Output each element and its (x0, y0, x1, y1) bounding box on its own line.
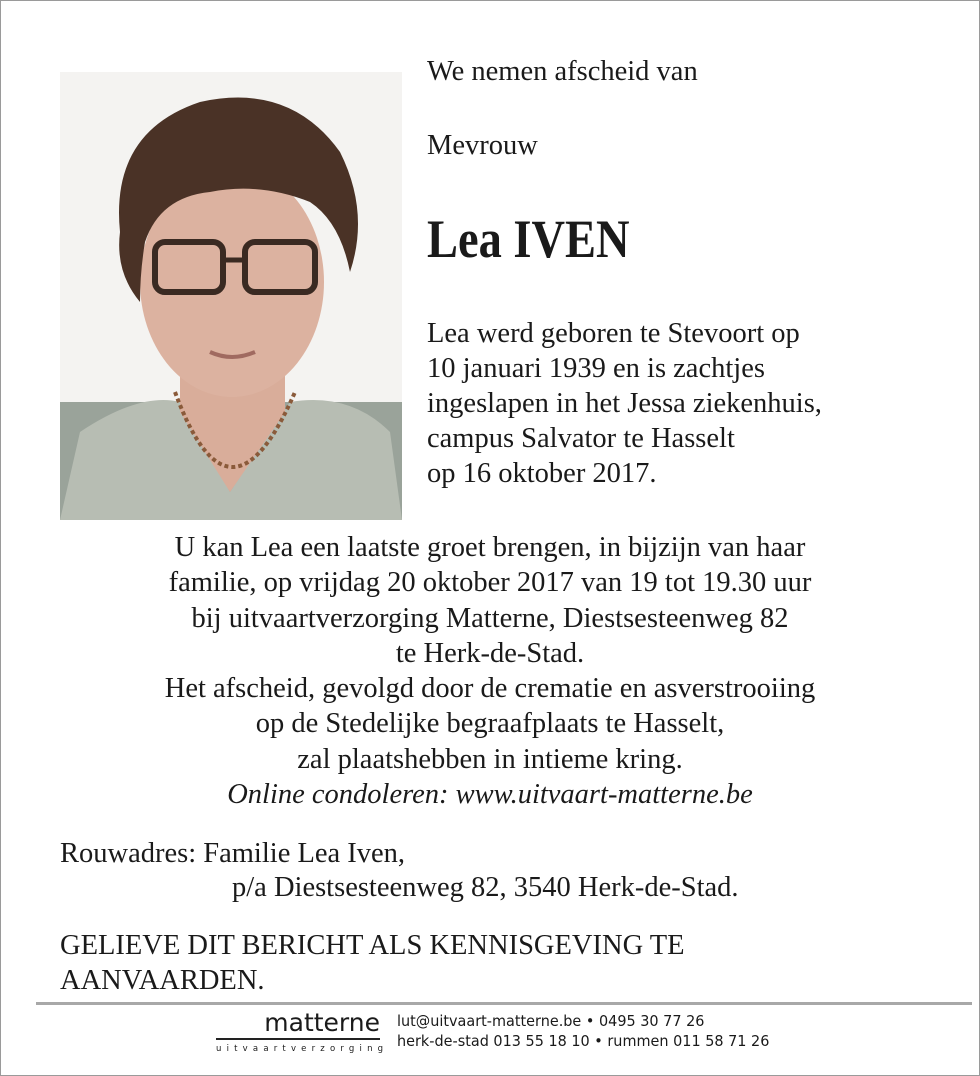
bio-line: ingeslapen in het Jessa ziekenhuis, (427, 388, 822, 419)
ceremony-details (0, 530, 980, 812)
bio-line: Lea werd geboren te Stevoort op (427, 318, 800, 349)
details-line: zal plaatshebben in intieme kring. (297, 743, 683, 775)
matterne-logo (216, 1008, 389, 1054)
details-line: Het afscheid, gevolgd door de crematie en asverstrooiing (164, 673, 816, 705)
details-line: U kan Lea een laatste groet brengen, in bijzijn van haar (174, 532, 806, 563)
intro-text: We nemen afscheid van (427, 56, 698, 87)
bio-line: campus Salvator te Hasselt (427, 423, 735, 454)
details-line: te Herk-de-Stad. (395, 637, 585, 669)
details-line: bij uitvaartverzorging Matterne, Diestsesteenweg 82 (191, 602, 789, 634)
logo-subtitle: uitvaartverzorging (216, 1044, 389, 1054)
contact-line: lut@uitvaart-matterne.be • 0495 30 77 26 (397, 1012, 705, 1030)
logo-underline (216, 1038, 380, 1040)
address-line-1: Rouwadres: Familie Lea Iven, (60, 838, 406, 869)
contact-line: herk-de-stad 013 55 18 10 • rummen 011 58 71 26 (397, 1032, 770, 1050)
bio-line: op 16 oktober 2017. (427, 458, 657, 489)
logo-name: matterne (264, 1008, 380, 1037)
deceased-name: Lea IVEN (427, 209, 630, 269)
footer-divider (36, 1002, 972, 1005)
notice-line: GELIEVE DIT BERICHT ALS KENNISGEVING TE (60, 930, 685, 961)
honorific: Mevrouw (427, 130, 538, 161)
portrait-photo (60, 72, 402, 520)
footer-contact (397, 1011, 769, 1051)
details-line: op de Stedelijke begraafplaats te Hasselt, (255, 708, 725, 740)
notice-line: AANVAARDEN. (60, 965, 265, 996)
details-line: familie, op vrijdag 20 oktober 2017 van 19 tot 19.30 uur (168, 567, 812, 599)
condolence-link[interactable]: Online condoleren: www.uitvaart-matterne.be (227, 779, 753, 811)
bio-line: 10 januari 1939 en is zachtjes (427, 353, 765, 384)
address-line-2: p/a Diestsesteenweg 82, 3540 Herk-de-Stad. (232, 872, 739, 903)
